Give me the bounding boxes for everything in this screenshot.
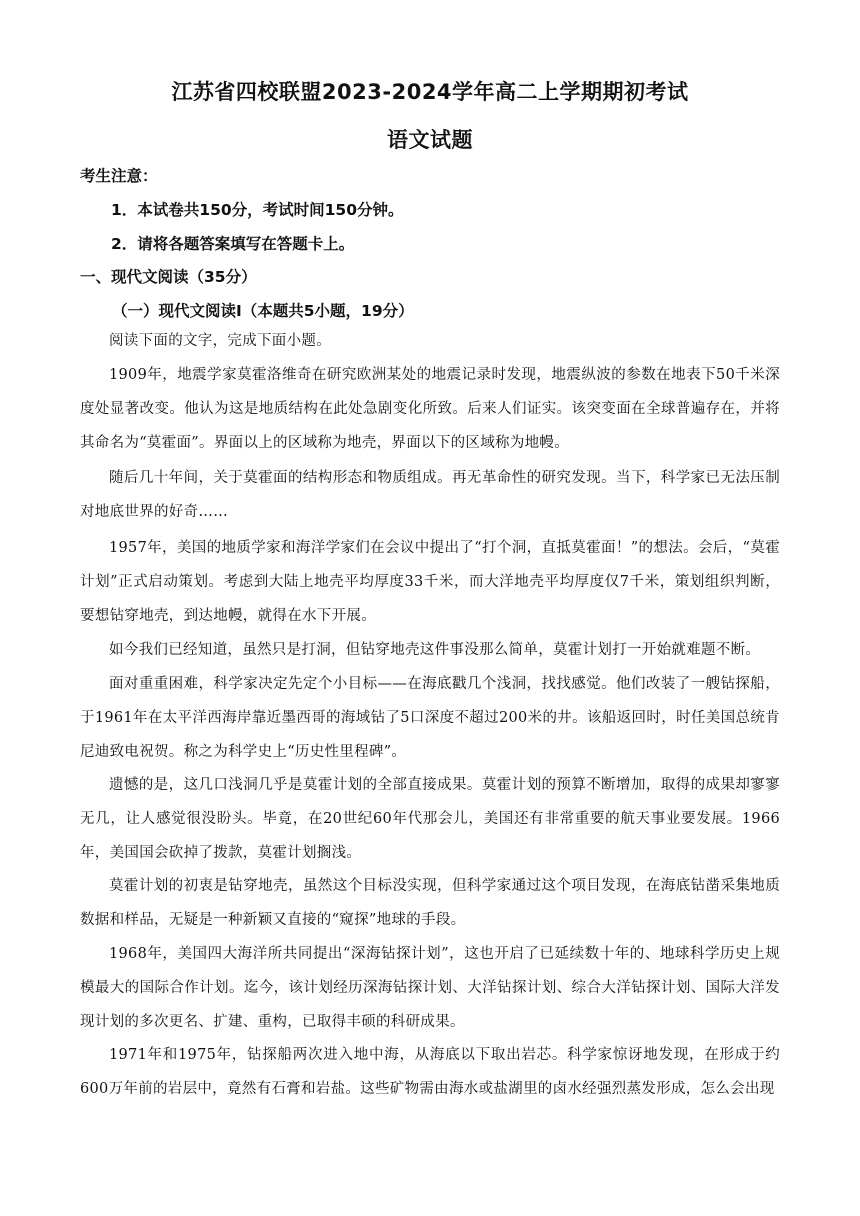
passage-paragraph-9: 1971年和1975年，钻探船两次进入地中海，从海底以下取出岩芯。科学家惊讶地发现，在形成于约600万年前的岩层中，竟然有石膏和岩盐。这些矿物需由海水或盐湖里的卤水经强烈蒸发形成，怎么会出现 <box>80 1047 780 1097</box>
section-subheading: （一）现代文阅读Ⅰ（本题共5小题，19分） <box>112 302 414 320</box>
passage-paragraph-1: 1909年，地震学家莫霍洛维奇在研究欧洲某处的地震记录时发现，地震纵波的参数在地表下50千米深度处显著改变。他认为这是地质结构在此处急剧变化所致。后来人们证实。该突变面在全球普遍存在，并将其命名为“莫霍面”。界面以上的区域称为地壳，界面以下的区域称为地幔。 <box>80 367 780 451</box>
notice-item-1: 1．本试卷共150分，考试时间150分钟。 <box>111 201 404 219</box>
passage-paragraph-8: 1968年，美国四大海洋所共同提出“深海钻探计划”，这也开启了已延续数十年的、地球科学历史上规模最大的国际合作计划。迄今，该计划经历深海钻探计划、大洋钻探计划、综合大洋钻探计划、国际大洋发现计划的多次更名、扩建、重构，已取得丰硕的科研成果。 <box>80 946 780 1030</box>
passage-paragraph-5: 面对重重困难，科学家决定先定个小目标——在海底戳几个浅洞，找找感觉。他们改装了一艘钻探船，于1961年在太平洋西海岸靠近墨西哥的海域钻了5口深度不超过200米的井。该船返回时，时任美国总统肯尼迪致电祝贺。称之为科学史上“历史性里程碑”。 <box>80 676 780 760</box>
notice-item-2: 2．请将各题答案填写在答题卡上。 <box>111 235 355 253</box>
passage-instruction: 阅读下面的文字，完成下面小题。 <box>109 333 331 349</box>
passage-paragraph-2: 随后几十年间，关于莫霍面的结构形态和物质组成。再无革命性的研究发现。当下，科学家已无法压制对地底世界的好奇…… <box>80 470 780 520</box>
notice-heading: 考生注意： <box>80 167 158 185</box>
passage-paragraph-6: 遗憾的是，这几口浅洞几乎是莫霍计划的全部直接成果。莫霍计划的预算不断增加，取得的成果却寥寥无几，让人感觉很没盼头。毕竟，在20世纪60年代那会儿，美国还有非常重要的航天事业要发展。1966年，美国国会砍掉了拨款，莫霍计划搁浅。 <box>80 777 780 861</box>
document-subtitle: 语文试题 <box>387 128 473 152</box>
passage-paragraph-7: 莫霍计划的初衷是钻穿地壳，虽然这个目标没实现，但科学家通过这个项目发现，在海底钻凿采集地质数据和样品，无疑是一种新颖又直接的“窥探”地球的手段。 <box>80 878 780 928</box>
passage-paragraph-4: 如今我们已经知道，虽然只是打洞，但钻穿地壳这件事没那么简单，莫霍计划打一开始就难题不断。 <box>109 642 761 658</box>
section-heading: 一、现代文阅读（35分） <box>80 268 257 286</box>
passage-paragraph-3: 1957年，美国的地质学家和海洋学家们在会议中提出了“打个洞，直抵莫霍面！”的想法。会后，“莫霍计划”正式启动策划。考虑到大陆上地壳平均厚度33千米，而大洋地壳平均厚度仅7千米，策划组织判断，要想钻穿地壳，到达地幔，就得在水下开展。 <box>80 540 780 624</box>
document-title: 江苏省四校联盟2023-2024学年高二上学期期初考试 <box>171 80 689 104</box>
